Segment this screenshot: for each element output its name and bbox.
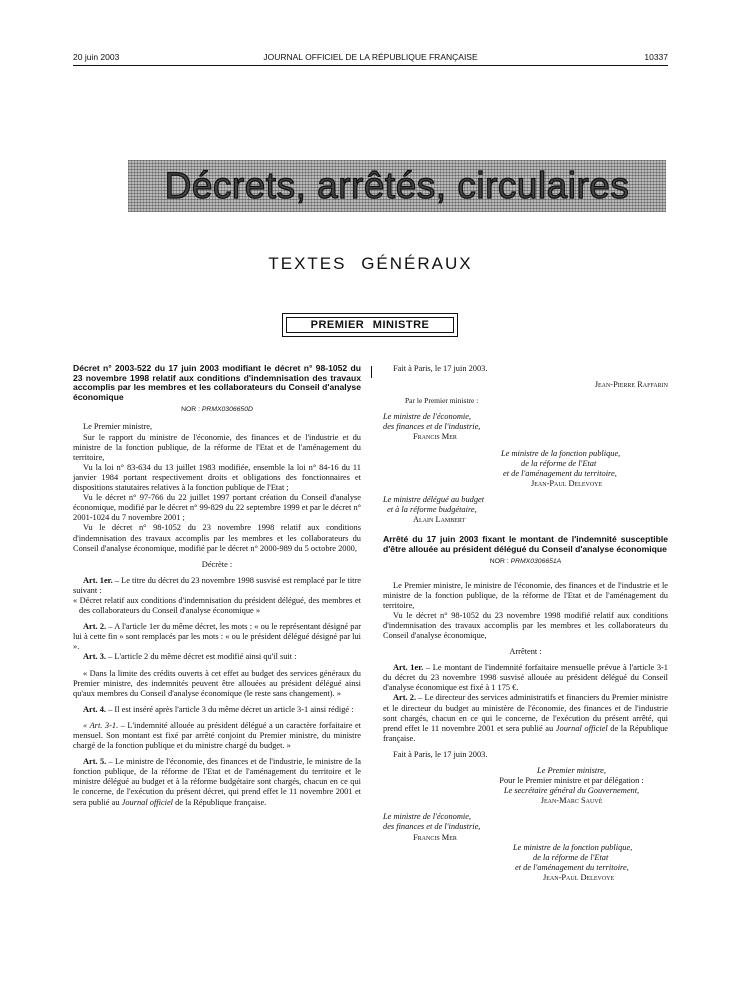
column-divider [371, 366, 372, 378]
decret-visa: Sur le rapport du ministre de l'économie, des finances et de l'industrie et du ministre de la fonction publique, de la réforme de l'Etat et de l'aménagement du territoire, [73, 432, 361, 462]
arrete-fait: Fait à Paris, le 17 juin 2003. [393, 749, 488, 759]
banner-title: Décrets, arrêtés, circulaires [164, 165, 630, 206]
page-header [73, 52, 668, 66]
header-page-number: 10337 [644, 52, 668, 62]
right-column [383, 364, 668, 883]
header-date: 20 juin 2003 [73, 52, 120, 62]
decret-signature-economie: Le ministre de l'économie, des finances et de l'industrie, Francis Mer [383, 412, 481, 442]
decret-nor: NOR : PRMX0306650D [181, 406, 253, 414]
arrete-visa: Vu le décret n° 98-1052 du 23 novembre 1998 modifié relatif aux conditions d'indemnisation des travaux accomplis par les membres et les collaborateurs du Conseil d'analyse économique, [383, 610, 668, 640]
header-journal: JOURNAL OFFICIEL DE LA RÉPUBLIQUE FRANÇAISE [263, 52, 478, 62]
decret-par-pm: Par le Premier ministre : [405, 396, 479, 406]
arrete-article-2: Art. 2. – Le directeur des services administratifs et financiers du Premier ministre et le directeur du budget au ministère de l'économie, des finances et de l'industrie sont chargés, chacun en ce qui le concerne, de l'exécution du présent arrêté, qui prend effet le 11 novembre 2001 et sera publié au Journal officiel de la République française. [383, 693, 669, 743]
article-4: Art. 4. – Il est inséré après l'article 3 du même décret un article 3-1 ainsi rédigé : [83, 704, 354, 714]
article-1-quote: « Décret relatif aux conditions d'indemnisation du président délégué, des membres et des collaborateurs du Conseil d'analyse économique » [73, 595, 361, 616]
decret-fait: Fait à Paris, le 17 juin 2003. [393, 364, 488, 373]
arrete-signature-economie: Le ministre de l'économie, des finances et de l'industrie, Francis Mer [383, 812, 481, 842]
arrete-nor: NOR : PRMX0306651A [489, 558, 562, 566]
article-2: Art. 2. – A l'article 1er du même décret, les mots : « ou le représentant désigné par lui à cette fin » sont remplacés par les mots : « ou le président délégué désigné par lui ». [73, 622, 361, 652]
decret-visa: Vu le décret n° 97-766 du 22 juillet 1997 portant création du Conseil d'analyse économique, modifié par le décret n° 99-829 du 22 septembre 1999 et par le décret n° 2001-1024 du 7 novembre 2001 ; [73, 493, 361, 523]
decret-title: Décret n° 2003-522 du 17 juin 2003 modifiant le décret n° 98-1052 du 23 novembre 1998 relatif aux conditions d'indemnisation des travaux accomplis par les membres et les collaborateurs du Conseil d'analyse économique [73, 363, 361, 402]
header-rule [73, 65, 668, 66]
arretent-heading: Arrêtent : [509, 647, 542, 657]
section-title: TEXTES GÉNÉRAUX [268, 254, 473, 273]
decret-visa: Vu le décret n° 98-1052 du 23 novembre 1998 relatif aux conditions d'indemnisation des travaux accomplis par les membres et les collaborateurs du Conseil d'analyse économique, modifié par le décret n° 2000-989 du 5 octobre 2000, [73, 523, 361, 553]
article-4-quote: « Art. 3-1. – L'indemnité allouée au président délégué a un caractère forfaitaire et mensuel. Son montant est fixé par arrêté conjoint du Premier ministre, du ministre chargé de la fonction publique et du ministre chargé du budget. » [73, 720, 362, 751]
ministry-title: PREMIER MINISTRE [286, 317, 454, 333]
left-column [73, 364, 361, 808]
arrete-article-1: Art. 1er. – Le montant de l'indemnité forfaitaire mensuelle prévue à l'article 3-1 du décret du 23 novembre 1998 susvisé allouée au président délégué du Conseil d'analyse économique est fixé à 1 175 €. [383, 663, 668, 693]
decret-visa: Vu la loi n° 83-634 du 13 juillet 1983 modifiée, ensemble la loi n° 84-16 du 11 janvier 1984 portant respectivement droits et obligations des fonctionnaires et dispositions statutaires relatives à la fonction publique de l'Etat ; [73, 462, 361, 493]
decret-signature-budget: Le ministre délégué au budget et à la réforme budgétaire, Alain Lambert [383, 494, 485, 525]
article-3-quote: « Dans la limite des crédits ouverts à cet effet au budget des services généraux du Premier ministre, des indemnités peuvent être allouées au président délégué ainsi qu'aux membres du Conseil d'analyse économique (le reste sans changement). » [73, 668, 361, 698]
decret-pm-name: Jean-Pierre Raffarin [594, 380, 668, 390]
decret-intro: Le Premier ministre, [83, 422, 153, 432]
article-5: Art. 5. – Le ministre de l'économie, des finances et de l'industrie, le ministre de la fonction publique, de la réforme de l'Etat et de l'aménagement du territoire et le ministre délégué au budget et à la réforme budgétaire sont chargés, chacun en ce qui le concerne, de l'exécution du présent décret, qui prend effet le 11 novembre 2001 et sera publié au Journal officiel de la République française. [73, 757, 361, 807]
arrete-title: Arrêté du 17 juin 2003 fixant le montant de l'indemnité susceptible d'être allouée au président délégué du Conseil d'analyse économique [383, 534, 668, 554]
decrete-heading: Décrète : [201, 559, 233, 569]
decret-signature-fonction-publique: Le ministre de la fonction publique, de la réforme de l'Etat et de l'aménagement du territoire, Jean-Paul Delevoye [501, 448, 621, 488]
arrete-signature-fonction-publique: Le ministre de la fonction publique, de la réforme de l'Etat et de l'aménagement du territoire, Jean-Paul Delevoye [513, 842, 633, 882]
arrete-intro: Le Premier ministre, le ministre de l'économie, des finances et de l'industrie et le ministre de la fonction publique, de la réforme de l'Etat et de l'aménagement du territoire, [383, 580, 668, 610]
article-1: Art. 1er. – Le titre du décret du 23 novembre 1998 susvisé est remplacé par le titre suivant : [73, 575, 361, 595]
article-3: Art. 3. – L'article 2 du même décret est modifié ainsi qu'il suit : [83, 652, 297, 662]
arrete-signature-pm: Le Premier ministre, Pour le Premier ministre et par délégation : Le secrétaire général du Gouvernement, Jean-Marc Sauvé [499, 766, 644, 806]
